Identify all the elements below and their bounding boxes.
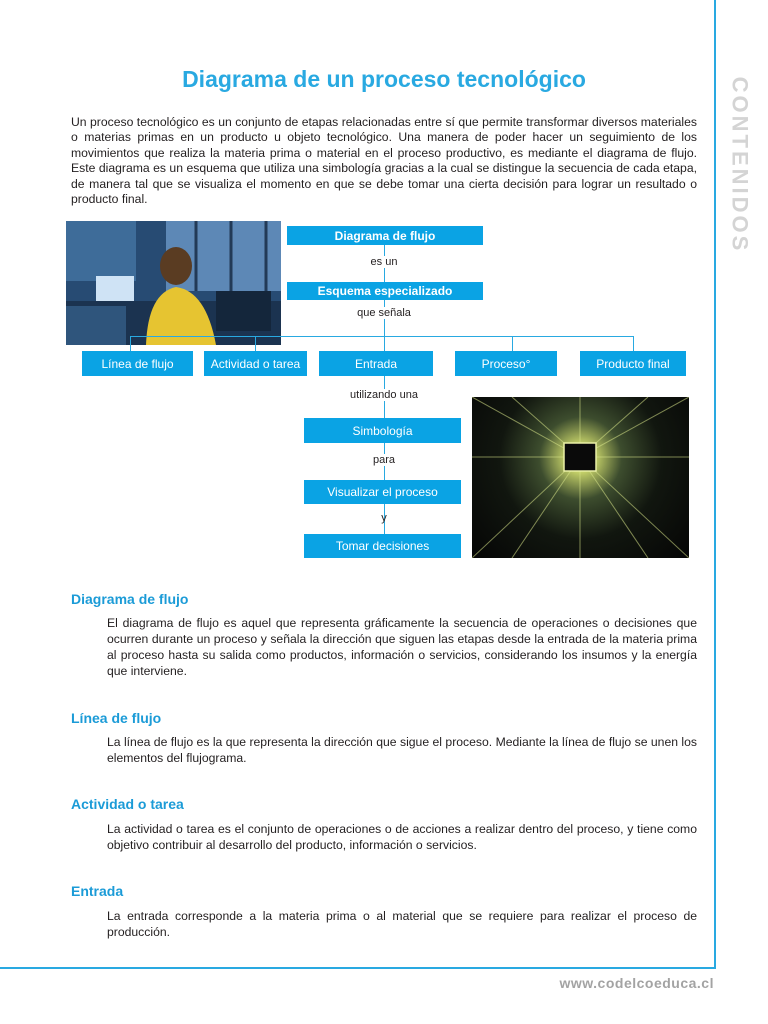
section-heading-diagrama-de-flujo: Diagrama de flujo [71, 591, 189, 607]
connector-branch-3 [384, 336, 385, 352]
side-tab [722, 70, 756, 260]
link-utilizando-una: utilizando una [324, 389, 444, 401]
node-diagrama-de-flujo: Diagrama de flujo [287, 226, 483, 245]
intro-paragraph: Un proceso tecnológico es un conjunto de etapas relacionadas entre sí que permite transformar diversos materiales o materias primas en un producto u objeto tecnológico. Una manera de poder hacer un seguimiento de los movimientos que realiza la materia prima o material en el proceso productivo, es mediante el diagrama de flujo. Este diagrama es un esquema que utiliza una simbología gracias a la cual se distingue la secuencia de cada etapa, de manera tal que se visualiza el momento en que se debe tomar una cierta decisión para lograr un resultado o producto final. [71, 115, 697, 207]
node-esquema-especializado: Esquema especializado [287, 282, 483, 300]
page-border-right [714, 0, 716, 968]
section-text-actividad-o-tarea: La actividad o tarea es el conjunto de operaciones o de acciones a realizar dentro del proceso, y tiene como objetivo contribuir al desarrollo del producto, información o servicios. [107, 822, 697, 852]
connector-branch-1 [130, 336, 131, 352]
node-proceso: Proceso° [455, 351, 557, 376]
link-para: para [364, 454, 404, 466]
footer-url[interactable]: www.codelcoeduca.cl [559, 975, 714, 991]
section-text-diagrama-de-flujo: El diagrama de flujo es aquel que representa gráficamente la secuencia de operaciones o decisiones que ocurren durante un proceso y señala la dirección que siguen las etapas desde la entrada de la materia prima al proceso hasta su salida como productos, información o servicios, considerando los insumos y la energía que interviene. [107, 616, 697, 678]
office-photo [66, 221, 281, 345]
link-es-un: es un [334, 256, 434, 268]
connector-branch-bar [130, 336, 634, 337]
section-heading-entrada: Entrada [71, 883, 124, 899]
node-simbologia: Simbología [304, 418, 461, 443]
node-tomar-decisiones: Tomar decisiones [304, 534, 461, 558]
section-text-entrada: La entrada corresponde a la materia prima o al material que se requiere para realizar el proceso de producción. [107, 909, 697, 939]
section-text-linea-de-flujo: La línea de flujo es la que representa la dirección que sigue el proceso. Mediante la línea de flujo se unen los elementos del flujograma. [107, 735, 697, 765]
side-tab-label: CONTENIDOS [727, 76, 752, 254]
connector-branch-4 [512, 336, 513, 352]
node-producto-final: Producto final [580, 351, 686, 376]
connector-branch-2 [255, 336, 256, 352]
section-heading-actividad-o-tarea: Actividad o tarea [71, 796, 184, 812]
node-actividad-o-tarea: Actividad o tarea [204, 351, 307, 376]
connector-branch-5 [633, 336, 634, 352]
section-heading-linea-de-flujo: Línea de flujo [71, 710, 162, 726]
node-visualizar-el-proceso: Visualizar el proceso [304, 480, 461, 504]
link-que-senala: que señala [334, 307, 434, 319]
microchip-photo [472, 397, 689, 558]
link-y: y [381, 512, 387, 524]
node-linea-de-flujo: Línea de flujo [82, 351, 193, 376]
node-entrada: Entrada [319, 351, 433, 376]
page-border-bottom [0, 967, 716, 969]
page-title: Diagrama de un proceso tecnológico [182, 66, 586, 92]
